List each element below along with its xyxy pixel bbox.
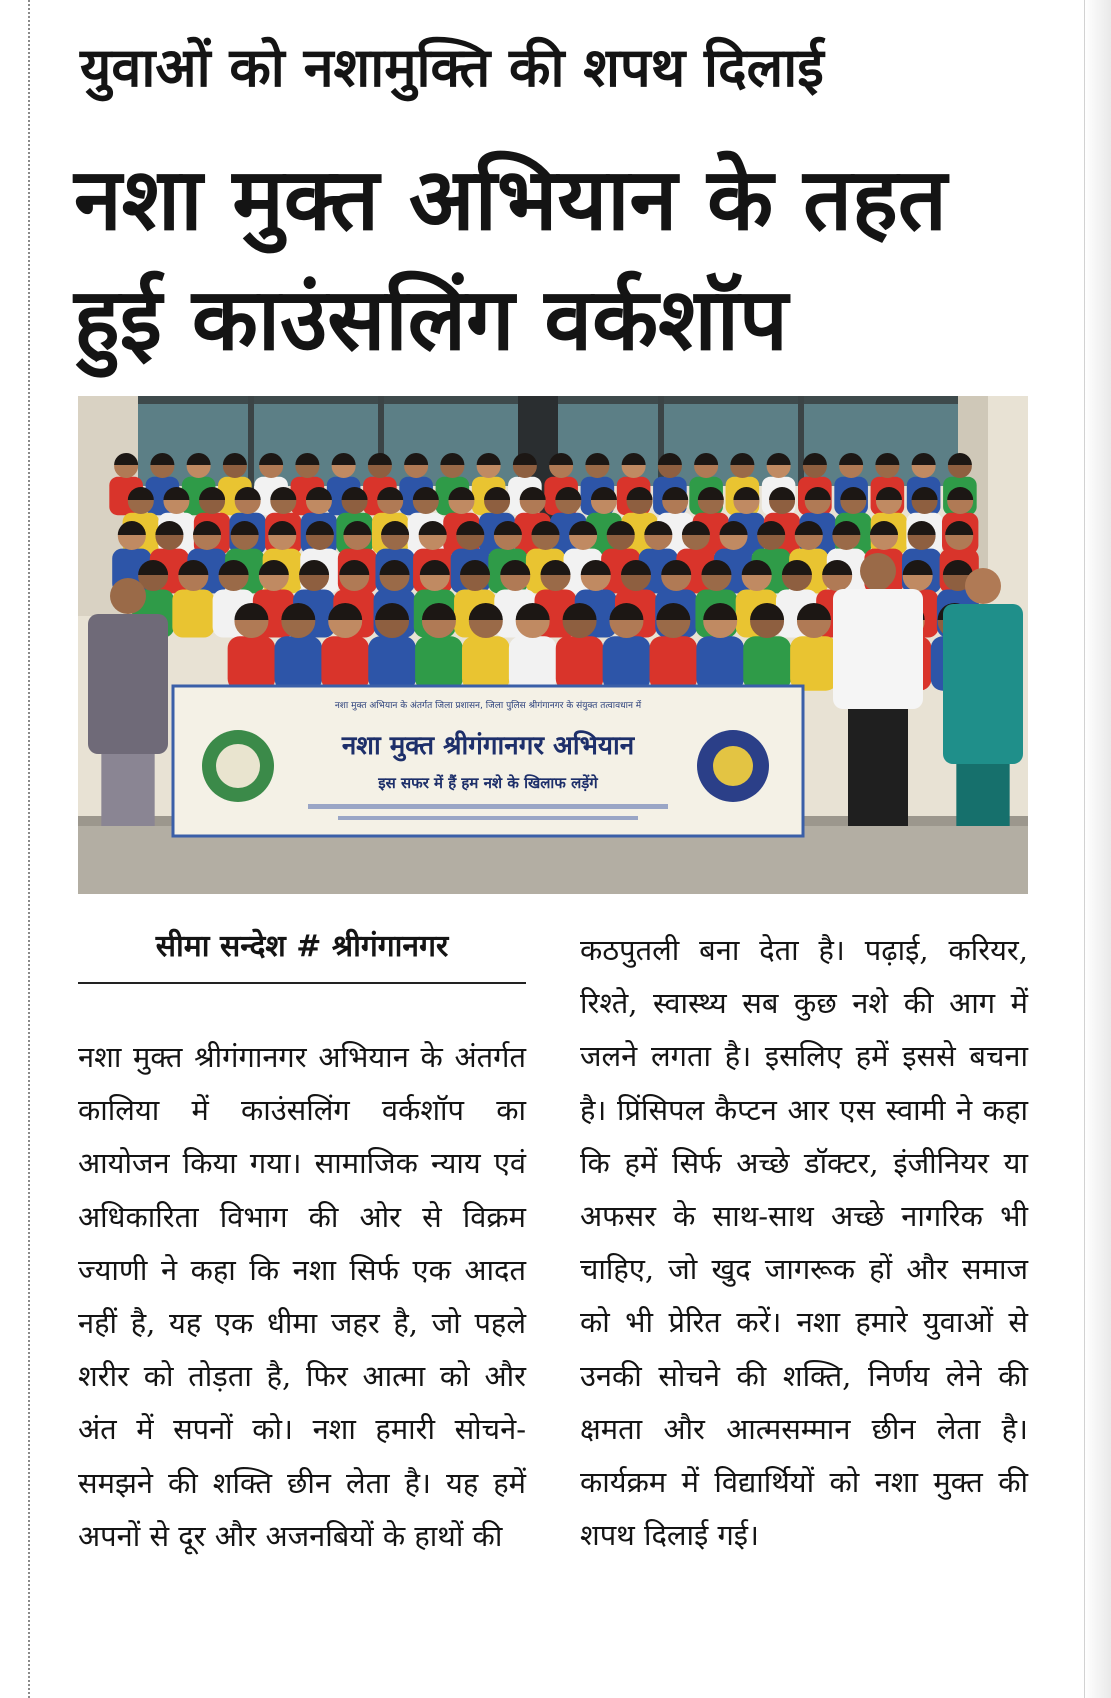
student-figure [415, 636, 463, 690]
byline: सीमा सन्देश # श्रीगंगानगर [78, 924, 526, 984]
student-figure [172, 590, 214, 638]
student-figure [556, 636, 604, 690]
student-figure [790, 636, 838, 690]
student-figure [743, 636, 791, 690]
group-photo [78, 396, 1028, 894]
kicker-heading: युवाओं को नशामुक्ति की शपथ दिलाई [80, 36, 824, 99]
banner-title: नशा मुक्त श्रीगंगानगर अभियान [341, 731, 635, 761]
adult-figure [833, 589, 923, 709]
student-figure [696, 636, 744, 690]
student-figure [650, 636, 698, 690]
column-rule [28, 0, 30, 1698]
adult-figure [943, 604, 1023, 764]
student-figure [321, 636, 369, 690]
student-figure [603, 636, 651, 690]
body-column-2: कठपुतली बना देता है। पढ़ाई, करियर, रिश्ते, स्वास्थ्य सब कुछ नशे की आग में जलने लगता है। इसलिए हमें इससे बचना है। प्रिंसिपल कैप्टन आर एस स्वामी ने कहा कि हमें सिर्फ अच्छे डॉक्टर, इंजीनियर या अफसर के साथ-साथ अच्छे नागरिक भी चाहिए, जो खुद जागरूक हों और समाज को भी प्रेरित करें। नशा हमारे युवाओं से उनकी सोचने की शक्ति, निर्णय लेने की क्षमता और आत्मसम्मान छीन लेता है। कार्यक्रम में विद्यार्थियों को नशा मुक्त की शपथ दिलाई गई। [580, 933, 1028, 1553]
banner-top-line: नशा मुक्त अभियान के अंतर्गत जिला प्रशासन, जिला पुलिस श्रीगंगानगर के संयुक्त तत्वावधान में [334, 701, 642, 711]
student-figure [462, 636, 510, 690]
adult-figure [88, 614, 168, 754]
student-figure [509, 636, 557, 690]
student-figure [368, 636, 416, 690]
headline: नशा मुक्त अभियान के तहत हुई काउंसलिंग वर्कशॉप [74, 150, 947, 370]
photo-illustration [78, 396, 1028, 894]
page-edge [1084, 0, 1111, 1698]
student-figure [228, 636, 276, 690]
banner-slogan: इस सफर में हैं हम नशे के खिलाफ लड़ेंगे [378, 774, 598, 792]
body-column-1: नशा मुक्त श्रीगंगानगर अभियान के अंतर्गत कालिया में काउंसलिंग वर्कशॉप का आयोजन किया गया। सामाजिक न्याय एवं अधिकारिता विभाग की ओर से विक्रम ज्याणी ने कहा कि नशा सिर्फ एक आदत नहीं है, यह एक धीमा जहर है, जो पहले शरीर को तोड़ता है, फिर आत्मा को और अंत में सपनों को। नशा हमारी सोचने-समझने की शक्ति छीन लेता है। यह हमें अपनों से दूर और अजनबियों के हाथों की [78, 1040, 526, 1553]
student-figure [275, 636, 323, 690]
